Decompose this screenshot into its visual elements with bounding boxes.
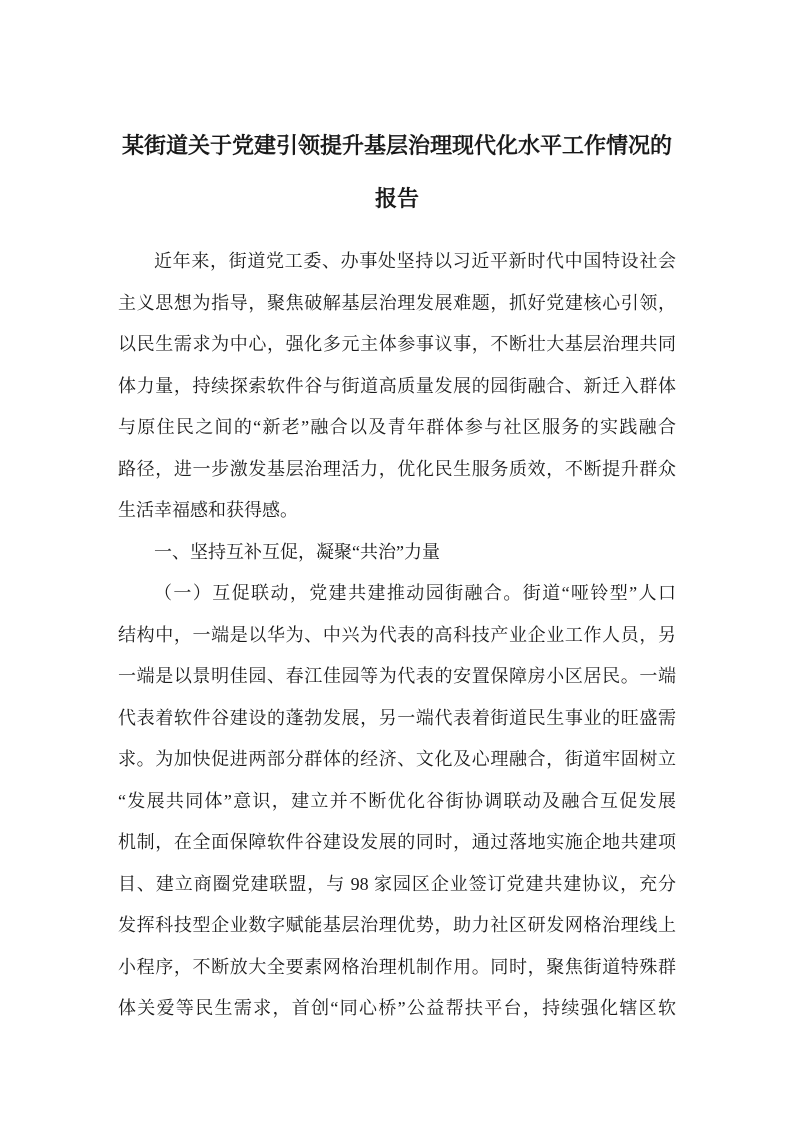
text-line: 生活幸福感和获得感。 xyxy=(118,500,298,520)
document-title-line-1: 某街道关于党建引领提升基层治理现代化水平工作情况的 xyxy=(121,133,672,158)
document-title xyxy=(118,119,676,225)
text-line: 代表着软件谷建设的蓬勃发展，另一端代表着街道民生事业的旺盛需 xyxy=(118,707,676,728)
text-line: 一、坚持互补互促，凝聚“共治”力量 xyxy=(154,541,440,562)
text-line: 机制，在全面保障软件谷建设发展的同时，通过落地实施企地共建项 xyxy=(118,832,676,852)
text-line: 发挥科技型企业数字赋能基层治理优势，助力社区研发网格治理线上 xyxy=(118,915,676,935)
document-title-line-2: 报告 xyxy=(374,186,419,211)
document-content xyxy=(118,119,676,1030)
text-line: “发展共同体”意识，建立并不断优化谷街协调联动及融合互促发展 xyxy=(118,790,676,811)
text-line: 主义思想为指导，聚焦破解基层治理发展难题，抓好党建核心引领， xyxy=(118,292,676,313)
text-line: 体关爱等民生需求，首创“同心桥”公益帮扶平台，持续强化辖区软 xyxy=(118,998,676,1018)
text-line: 结构中，一端是以华为、中兴为代表的高科技产业企业工作人员，另 xyxy=(118,624,676,645)
text-line: 目、建立商圈党建联盟，与 98 家园区企业签订党建共建协议，充分 xyxy=(118,873,676,894)
text-line: 求。为加快促进两部分群体的经济、文化及心理融合，街道牢固树立 xyxy=(118,749,676,769)
intro-paragraph xyxy=(118,241,676,532)
text-line: 与原住民之间的“新老”融合以及青年群体参与社区服务的实践融合 xyxy=(118,417,676,437)
text-line: 一端是以景明佳园、春江佳园等为代表的安置保障房小区居民。一端 xyxy=(118,666,676,686)
document-body xyxy=(118,241,676,1030)
text-line: 体力量，持续探索软件谷与街道高质量发展的园街融合、新迁入群体 xyxy=(118,375,676,396)
text-line: 近年来，街道党工委、办事处坚持以习近平新时代中国特设社会 xyxy=(154,251,676,271)
text-line: 小程序，不断放大全要素网格治理机制作用。同时，聚焦街道特殊群 xyxy=(118,956,676,977)
text-line: 以民生需求为中心，强化多元主体参事议事，不断壮大基层治理共同 xyxy=(118,334,676,354)
section-1-1-paragraph xyxy=(118,573,676,1030)
text-line: 路径，进一步激发基层治理活力，优化民生服务质效，不断提升群众 xyxy=(118,458,676,479)
section-1-heading xyxy=(118,532,676,574)
text-line: （一）互促联动，党建共建推动园街融合。街道“哑铃型”人口 xyxy=(154,583,676,603)
